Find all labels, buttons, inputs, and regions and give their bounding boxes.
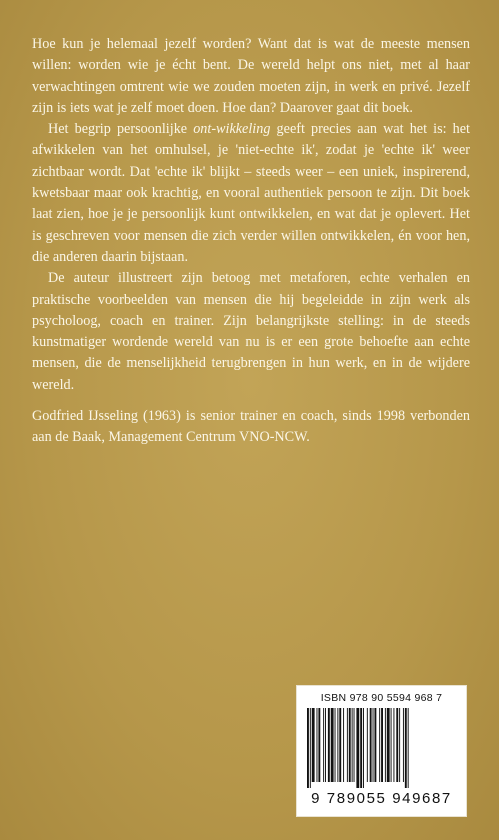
barcode-bar xyxy=(354,708,355,782)
barcode-bar xyxy=(343,708,344,782)
barcode-bar xyxy=(312,708,315,782)
barcode-bar xyxy=(318,708,320,782)
para2-emphasis: ont-wikkeling xyxy=(193,121,271,138)
barcode-digits: 9 789055 949687 xyxy=(311,790,452,807)
barcode-bar xyxy=(387,708,390,782)
para2-rest: geeft precies aan wat het is: het afwikkelen van het omhulsel, je 'niet-echte ik', zodat je 'echte ik' weer zichtbaar wordt. Dat 'echte ik' blijkt – steeds weer – een uniek, inspirerend, kwetsbaar maar ook krachtig, en vooral authentiek persoon te zijn. Dit boek laat zien, hoe je je persoonlijk kunt ontwikkelen, en wat dat je oplevert. Het is geschreven voor mensen die zich verder willen ontwikkelen, én voor hen, die anderen daarin bijstaan. xyxy=(32,121,470,265)
barcode-bar xyxy=(323,708,324,782)
barcode-bar xyxy=(374,708,376,782)
barcode-box xyxy=(296,685,467,817)
barcode-bar xyxy=(408,708,409,788)
barcode-bar xyxy=(373,708,374,782)
barcode-bar xyxy=(331,708,334,782)
barcode-bar xyxy=(381,708,383,782)
barcode-bar xyxy=(335,708,336,782)
author-bio: Godfried IJsseling (1963) is senior trainer en coach, sinds 1998 verbonden aan de Baak, Management Centrum VNO-NCW. xyxy=(32,408,470,446)
barcode-bar xyxy=(363,708,364,788)
barcode-bar xyxy=(405,708,407,788)
barcode-bar xyxy=(339,708,341,782)
barcode-bar xyxy=(325,708,326,782)
barcode-bar xyxy=(360,708,362,788)
barcode-bar xyxy=(347,708,348,782)
barcode-bar xyxy=(399,708,400,782)
isbn-label: ISBN 978 90 5594 968 7 xyxy=(320,692,443,704)
barcode-bar xyxy=(391,708,392,782)
barcode-bar xyxy=(317,708,318,782)
barcode-bar xyxy=(310,708,311,788)
barcode-bar xyxy=(396,708,398,782)
blurb-text xyxy=(32,34,470,449)
para2-start: Het begrip persoonlijke xyxy=(48,121,194,138)
barcode-bar xyxy=(403,708,404,782)
barcode-bar xyxy=(367,708,368,782)
barcode-bar xyxy=(379,708,380,782)
barcode-bar xyxy=(328,708,330,782)
blurb-paragraph-3: De auteur illustreert zijn betoog met metaforen, echte verhalen en praktische voorbeelden van mensen die hij begeleidde in zijn werk als psycholoog, coach en trainer. Zijn belangrijkste stelling: in de steeds kunstmatiger wordende wereld van nu is er een grote behoefte aan echte mensen, die de menselijkheid terugbrengen in hun werk, en in de wijdere wereld. xyxy=(32,270,470,393)
barcode-bar xyxy=(356,708,359,788)
barcode-bar xyxy=(370,708,372,782)
barcode-bar xyxy=(337,708,338,782)
barcode-bar xyxy=(307,708,309,788)
blurb-paragraph-2 xyxy=(32,119,470,268)
barcode-bar xyxy=(352,708,353,782)
barcode-bar xyxy=(385,708,386,782)
barcode-bar xyxy=(349,708,351,782)
blurb-paragraph-1: Hoe kun je helemaal jezelf worden? Want dat is wat de meeste mensen willen: worden wie je écht bent. De wereld helpt ons niet, met al haar verwachtingen omtrent wie we zouden moeten zijn, in werk en privé. Jezelf zijn is iets wat je zelf moet doen. Hoe dan? Daarover gaat dit boek. xyxy=(32,36,470,116)
barcode-bar xyxy=(393,708,394,782)
barcode-icon xyxy=(305,708,460,788)
